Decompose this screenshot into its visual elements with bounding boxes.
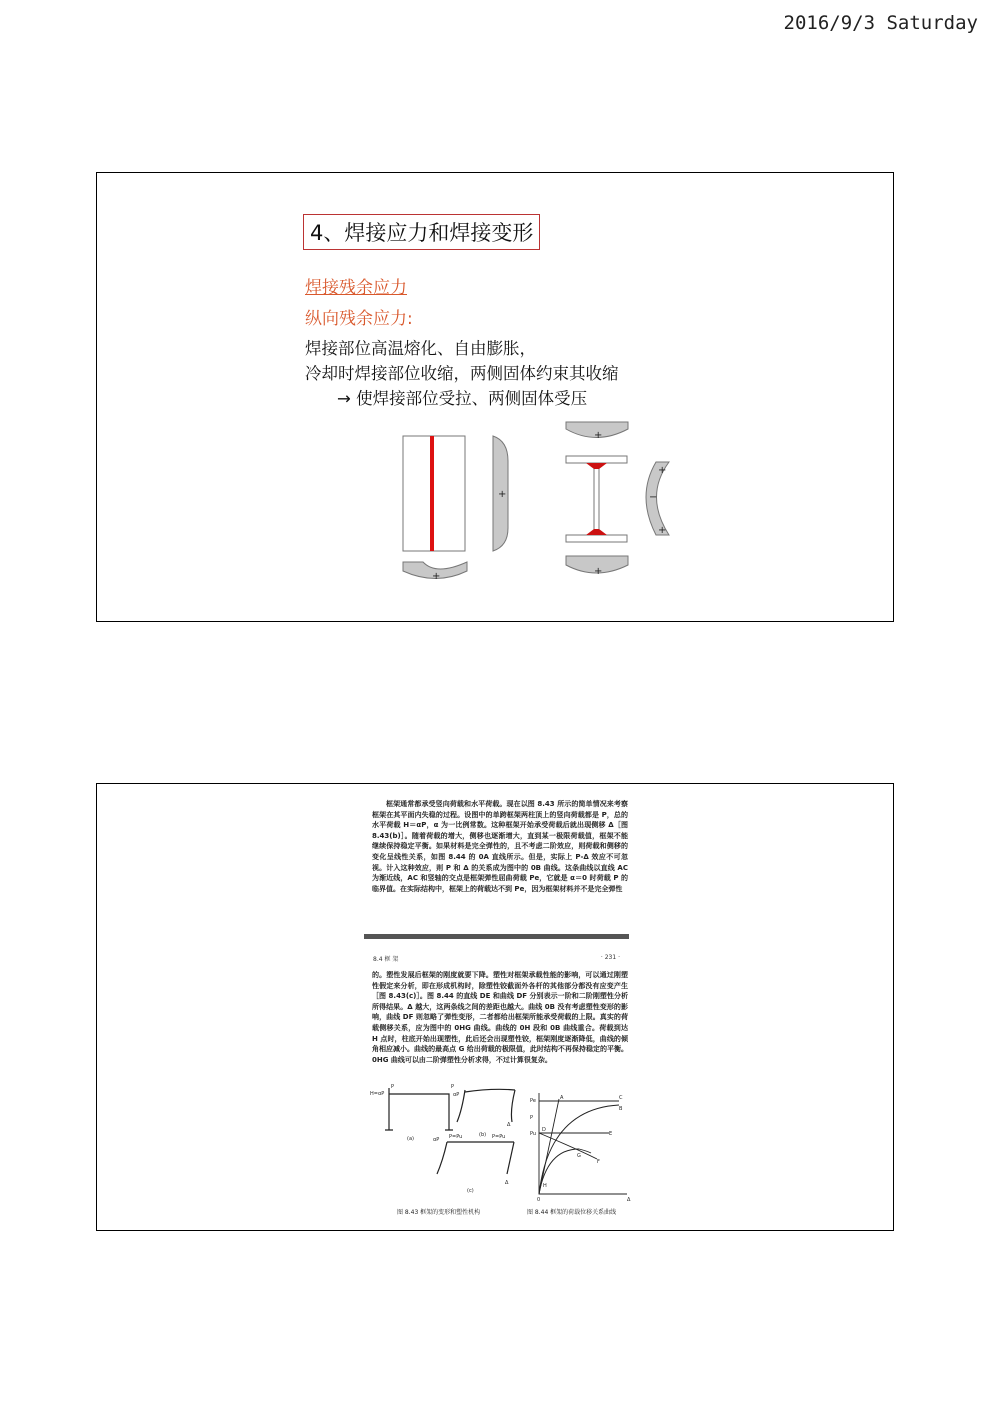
figure-8-44-load-displacement	[527, 1089, 637, 1204]
label: G	[577, 1153, 581, 1159]
heading-residual-stress[interactable]: 焊接残余应力	[305, 278, 407, 298]
label: P	[530, 1115, 534, 1121]
label: C	[619, 1095, 623, 1101]
heading-longitudinal-stress: 纵向残余应力:	[305, 309, 413, 329]
scan-paragraph-2: 的。塑性发展后框架的刚度就要下降。塑性对框架承载性能的影响，可以通过刚塑性假定来分析，即在形成机构时，除塑性铰截面外各杆的其他部分都没有应变产生［图 8.43(c)］。图 8.44 的直线 DE 和曲线 DF 分别表示一阶和二阶刚塑性分析所得结果。Δ 越大，这两条线之间的差距也越大。曲线 0B 没有考虑塑性变形的影响，曲线 DF 则忽略了弹性变形，二者都给出框架所能承受荷载的上限。真实的荷载侧移关系，应为图中的 0HG 曲线。曲线的 0H 段和 0B 曲线重合。荷载到达 H 点时，柱底开始出现塑性，此后还会出现塑性铰，框架刚度逐渐降低，曲线的倾角相应减小。曲线的最高点 G 给出荷载的极限值，此时结构不再保持稳定的平衡。0HG 曲线可以由二阶弹塑性分析求得，不过计算很复杂。	[372, 971, 628, 1064]
slide-title: 4、焊接应力和焊接变形	[303, 214, 540, 250]
label: D	[542, 1127, 546, 1133]
label: (b)	[479, 1132, 487, 1138]
label: A	[560, 1095, 564, 1101]
label: Pe	[530, 1098, 536, 1104]
label: Δ	[627, 1197, 631, 1203]
label: Δ	[507, 1122, 511, 1128]
page-divider	[364, 934, 629, 939]
label: αP	[453, 1092, 460, 1098]
label: Pu	[530, 1131, 537, 1137]
plus-sign: +	[432, 571, 441, 582]
print-date: 2016/9/3 Saturday	[783, 12, 978, 34]
figure-8-44-caption: 图 8.44 框架的荷载位移关系曲线	[527, 1209, 617, 1216]
plus-sign: +	[658, 525, 667, 536]
plus-sign: +	[498, 489, 507, 500]
text-line-1: 焊接部位高温熔化、自由膨胀，	[305, 339, 536, 358]
label: P	[451, 1084, 455, 1090]
label: P	[391, 1084, 395, 1090]
label: (c)	[467, 1188, 474, 1194]
text-line-2: 冷却时焊接部位收缩，两侧固体约束其收缩	[305, 364, 619, 383]
figure-8-43-caption: 图 8.43 框架的变形和塑性机构	[397, 1209, 481, 1216]
label: F	[597, 1159, 600, 1165]
residual-stress-diagram	[396, 416, 686, 586]
scan-paragraph-1: 框架通常都承受竖向荷载和水平荷载。现在以图 8.43 所示的简单情况来考察框架在其平面内失稳的过程。设图中的单跨框架两柱顶上的竖向荷载都是 P，总的水平荷载 H＝αP，α 为一比例常数。这种框架开始承受荷载后就出现侧移 Δ［图 8.43(b)］。随着荷载的增大，侧移也逐渐增大，直到某一极限荷载值，框架不能继续保持稳定平衡。如果材料是完全弹性的，且不考虑二阶效应，则荷载和侧移的变化呈线性关系，如图 8.44 的 0A 直线所示。但是，实际上 P-Δ 效应不可忽视。计入这种效应，则 P 和 Δ 的关系成为图中的 0B 曲线。这条曲线以直线 AC 为渐近线，AC 和竖轴的交点是框架弹性屈曲荷载 Pe，它就是 α＝0 时荷载 P 的临界值。在实际结构中，框架上的荷载达不到 Pe，因为框架材料并不是完全弹性	[372, 800, 628, 893]
plus-sign: +	[594, 430, 603, 441]
label: P=Pu	[492, 1134, 506, 1140]
section-label: 8.4 框 架	[373, 956, 399, 963]
plus-sign: +	[594, 566, 603, 577]
label: B	[619, 1106, 623, 1112]
slide-welding-stress	[96, 172, 894, 622]
minus-sign: −	[649, 492, 658, 503]
label: H	[543, 1183, 547, 1189]
figure-8-43-frames	[367, 1080, 517, 1205]
text-line-3: → 使焊接部位受拉、两侧固体受压	[337, 389, 588, 408]
label: E	[609, 1131, 613, 1137]
page-number: · 231 ·	[600, 954, 620, 961]
label: 0	[537, 1197, 541, 1203]
label: (a)	[407, 1136, 414, 1142]
running-head	[373, 954, 620, 963]
label: P=Pu	[449, 1134, 463, 1140]
label: αP	[433, 1137, 440, 1143]
label: H=αP	[370, 1091, 385, 1097]
slide-textbook-scan	[96, 783, 894, 1231]
label: Δ	[505, 1180, 509, 1186]
plus-sign: +	[658, 465, 667, 476]
